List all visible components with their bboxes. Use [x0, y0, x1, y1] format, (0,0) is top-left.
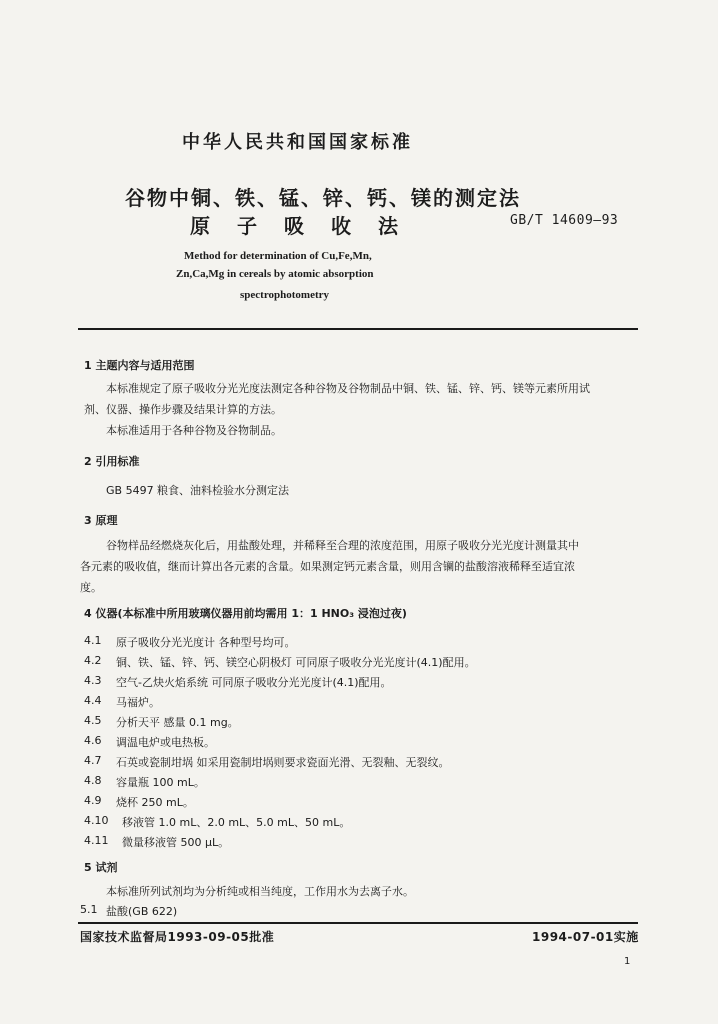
title-cn-line1: 谷物中铜、铁、锰、锌、钙、镁的测定法 [125, 186, 521, 210]
item-text: 容量瓶 100 mL。 [116, 776, 205, 789]
section-1-para2: 本标准适用于各种谷物及谷物制品。 [106, 424, 282, 437]
section-3-line3: 度。 [80, 581, 102, 594]
section-1-para1-line1: 本标准规定了原子吸收分光光度法测定各种谷物及谷物制品中铜、铁、锰、锌、钙、镁等元素所用试 [106, 382, 590, 395]
item-number: 4.4 [84, 694, 102, 707]
title-cn-line2: 原子吸收法 [190, 214, 425, 238]
item-number: 4.5 [84, 714, 102, 727]
section-2-reference: GB 5497 粮食、油料检验水分测定法 [106, 484, 290, 497]
item-text: 微量移液管 500 μL。 [122, 836, 230, 849]
item-number: 4.7 [84, 754, 102, 767]
item-number: 4.1 [84, 634, 102, 647]
item-text: 盐酸(GB 622) [106, 905, 178, 918]
section-2-heading: 2 引用标准 [84, 455, 140, 468]
section-3-heading: 3 原理 [84, 514, 118, 527]
top-rule [78, 328, 638, 330]
item-number: 4.11 [84, 834, 109, 847]
title-en-line1: Method for determination of Cu,Fe,Mn, [184, 250, 372, 262]
section-1-para1-line2: 剂、仪器、操作步骤及结果计算的方法。 [84, 403, 282, 416]
section-3-line2: 各元素的吸收值，继而计算出各元素的含量。如果测定钙元素含量，则用含镧的盐酸溶液稀释至适宜浓 [80, 560, 575, 573]
title-en-line3: spectrophotometry [240, 289, 329, 301]
title-en-line2: Zn,Ca,Mg in cereals by atomic absorption [176, 268, 374, 280]
org-title: 中华人民共和国国家标准 [182, 132, 413, 153]
item-text: 马福炉。 [116, 696, 160, 709]
item-number: 4.6 [84, 734, 102, 747]
item-text: 移液管 1.0 mL、2.0 mL、5.0 mL、50 mL。 [122, 816, 351, 829]
item-number: 4.8 [84, 774, 102, 787]
item-number: 4.3 [84, 674, 102, 687]
item-text: 石英或瓷制坩埚 如采用瓷制坩埚则要求瓷面光滑、无裂釉、无裂纹。 [116, 756, 450, 769]
bottom-rule [78, 922, 638, 924]
item-text: 烧杯 250 mL。 [116, 796, 194, 809]
item-text: 原子吸收分光光度计 各种型号均可。 [116, 636, 296, 649]
section-5-heading: 5 试剂 [84, 861, 118, 874]
item-number: 4.10 [84, 814, 109, 827]
effective-date: 1994-07-01实施 [532, 930, 639, 944]
item-text: 调温电炉或电热板。 [116, 736, 215, 749]
item-number: 4.2 [84, 654, 102, 667]
section-1-heading: 1 主题内容与适用范围 [84, 359, 195, 372]
item-number: 4.9 [84, 794, 102, 807]
item-text: 铜、铁、锰、锌、钙、镁空心阴极灯 可同原子吸收分光光度计(4.1)配用。 [116, 656, 476, 669]
item-text: 分析天平 感量 0.1 mg。 [116, 716, 239, 729]
standard-number: GB/T 14609—93 [510, 213, 619, 228]
section-3-line1: 谷物样品经燃烧灰化后，用盐酸处理，并稀释至合理的浓度范围，用原子吸收分光光度计测量其中 [106, 539, 579, 552]
item-number: 5.1 [80, 903, 98, 916]
page-number: 1 [624, 956, 631, 967]
item-text: 空气-乙炔火焰系统 可同原子吸收分光光度计(4.1)配用。 [116, 676, 392, 689]
section-5-para1: 本标准所列试剂均为分析纯或相当纯度，工作用水为去离子水。 [106, 885, 414, 898]
approval-date: 国家技术监督局1993-09-05批准 [80, 930, 275, 944]
section-4-heading: 4 仪器(本标准中所用玻璃仪器用前均需用 1：1 HNO₃ 浸泡过夜) [84, 607, 407, 620]
